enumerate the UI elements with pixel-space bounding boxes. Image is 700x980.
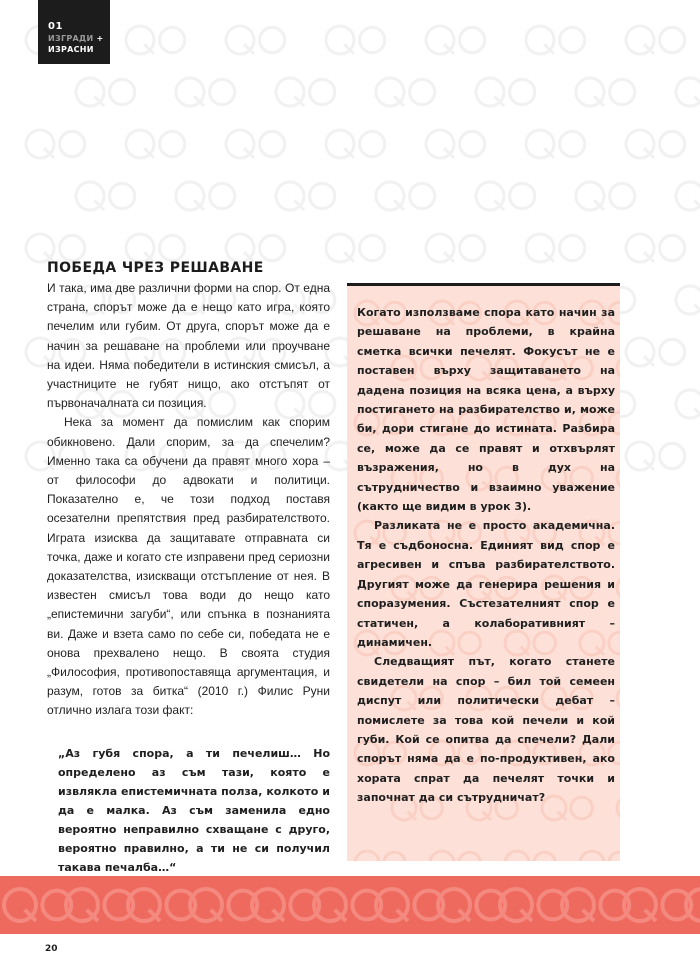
chapter-number: 01: [48, 21, 63, 32]
body-paragraph: Нека за момент да помислим как спорим обикновено. Дали спорим, за да спечелим? Именно така са обучени да правят много хора – от философи до адвокати и политици. Показателно е, че този подход поставя осезателни препятствия пред разбирателството. Играта изисква да защитавате отправната си точка, даже и когато сте изправени пред сериозни доказателства, изискващи отстъпление от нея. В известен смисъл това води до нещо като „епистемични загуби“, или спънка в познанията ви. Даже и взета само по себе си, победата не е онова прехвалено нещо. В своята студия „Философия, противопоставяща аргументация, и разум, готов за битка“ (2010 г.) Филис Руни отлично излага този факт:: [47, 415, 330, 718]
chapter-title-line1: ИЗГРАДИ: [48, 34, 94, 43]
section-heading: ПОБЕДА ЧРЕЗ РЕШАВАНЕ: [47, 260, 264, 276]
q-speech-bubble-icon: [0, 876, 700, 934]
sidebar-paragraph: Следващият път, когато станете свидетели на спор – бил той семеен диспут или политически дебат – помислете за това кой печели и кой губи. Кой се опитва да спечели? Дали спорът няма да е по-продуктивен, ако хората спрат да печелят точки и започнат да си сътрудничат?: [357, 655, 615, 805]
chapter-plus: +: [96, 34, 104, 43]
sidebar-paragraph: Когато използваме спора като начин за решаване на проблеми, в крайна сметка всички печелят. Фокусът не е поставен върху защитаването на дадена позиция на всяка цена, а върху постигането на разбирателство и, може би, дори стигане до истината. Разбира се, може да се правят и отхвърлят възражения, но в дух на сътрудничество и взаимно уважение (както ще видим в урок 3).: [357, 306, 615, 514]
body-paragraph: И така, има две различни форми на спор. От една страна, спорът може да е нещо като игра, която печелим или губим. От друга, спорът може да е начин за решаване на проблеми или проучване на идеи. Няма победители в истинския смисъл, а участниците не губят нищо, ако отстъпят от първоначалната си позиция.: [47, 281, 330, 411]
footer-accent-band: [0, 876, 700, 934]
sidebar-top-rule: [347, 283, 620, 286]
page-number: 20: [45, 944, 58, 954]
block-quote: „Аз губя спора, а ти печелиш… Но определено аз съм тази, която е извлякла епистемичната полза, колкото и да е малка. Аз съм заменила едно вероятно неправилно схващане с друго, вероятно правилно, а ти не си получил такава печалба…“: [58, 747, 330, 874]
chapter-title-line2: ИЗРАСНИ: [48, 45, 94, 54]
main-text-column: [47, 279, 330, 721]
sidebar-text: [357, 303, 615, 808]
sidebar-paragraph: Разликата не е просто академична. Тя е съдбоносна. Единият вид спор е агресивен и спъва разбирателството. Другият може да генерира решения и споразумения. Състезателният спор е статичен, а колаборативният – динамичен.: [357, 519, 615, 649]
chapter-tab: [38, 0, 110, 64]
